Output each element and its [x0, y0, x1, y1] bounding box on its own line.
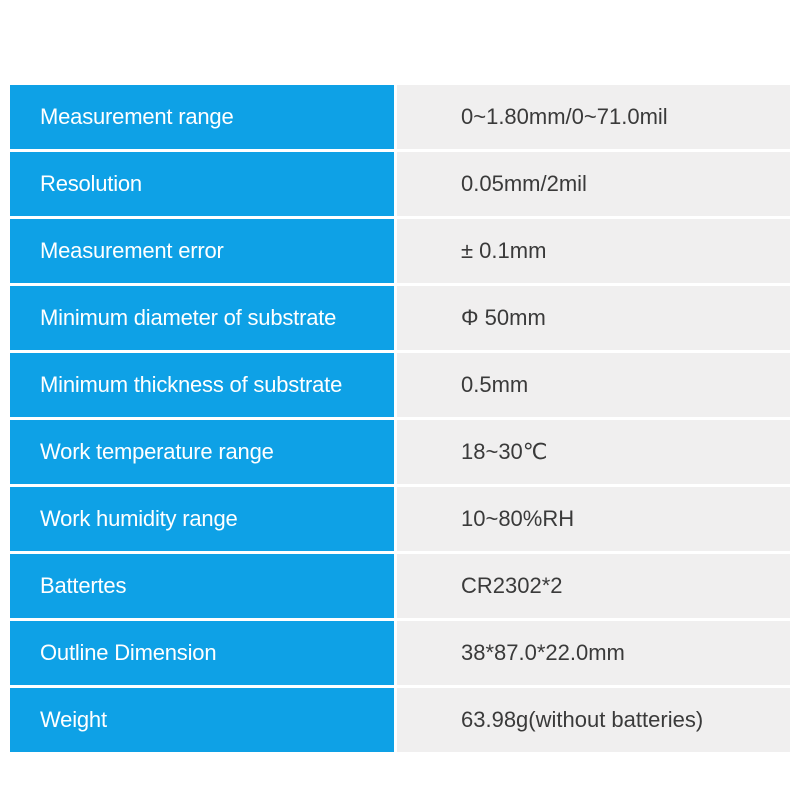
spec-value: 18~30℃	[397, 420, 790, 484]
spec-label: Work humidity range	[10, 487, 397, 551]
spec-label: Resolution	[10, 152, 397, 216]
spec-label: Weight	[10, 688, 397, 752]
spec-row-measurement-error	[10, 219, 790, 286]
spec-label: Measurement error	[10, 219, 397, 283]
spec-label: Measurement range	[10, 85, 397, 149]
spec-row-measurement-range	[10, 85, 790, 152]
spec-value: ± 0.1mm	[397, 219, 790, 283]
spec-row-weight	[10, 688, 790, 752]
spec-value: CR2302*2	[397, 554, 790, 618]
spec-value: 0~1.80mm/0~71.0mil	[397, 85, 790, 149]
spec-label: Minimum diameter of substrate	[10, 286, 397, 350]
spec-row-min-thickness	[10, 353, 790, 420]
spec-value: Φ 50mm	[397, 286, 790, 350]
spec-value: 0.5mm	[397, 353, 790, 417]
spec-value: 38*87.0*22.0mm	[397, 621, 790, 685]
spec-label: Battertes	[10, 554, 397, 618]
spec-row-resolution	[10, 152, 790, 219]
spec-value: 63.98g(without batteries)	[397, 688, 790, 752]
spec-row-work-temperature	[10, 420, 790, 487]
spec-label: Outline Dimension	[10, 621, 397, 685]
spec-row-batteries	[10, 554, 790, 621]
spec-row-min-diameter	[10, 286, 790, 353]
spec-value: 10~80%RH	[397, 487, 790, 551]
spec-label: Minimum thickness of substrate	[10, 353, 397, 417]
spec-row-outline-dimension	[10, 621, 790, 688]
spec-value: 0.05mm/2mil	[397, 152, 790, 216]
spec-row-work-humidity	[10, 487, 790, 554]
spec-label: Work temperature range	[10, 420, 397, 484]
spec-table	[10, 85, 790, 752]
